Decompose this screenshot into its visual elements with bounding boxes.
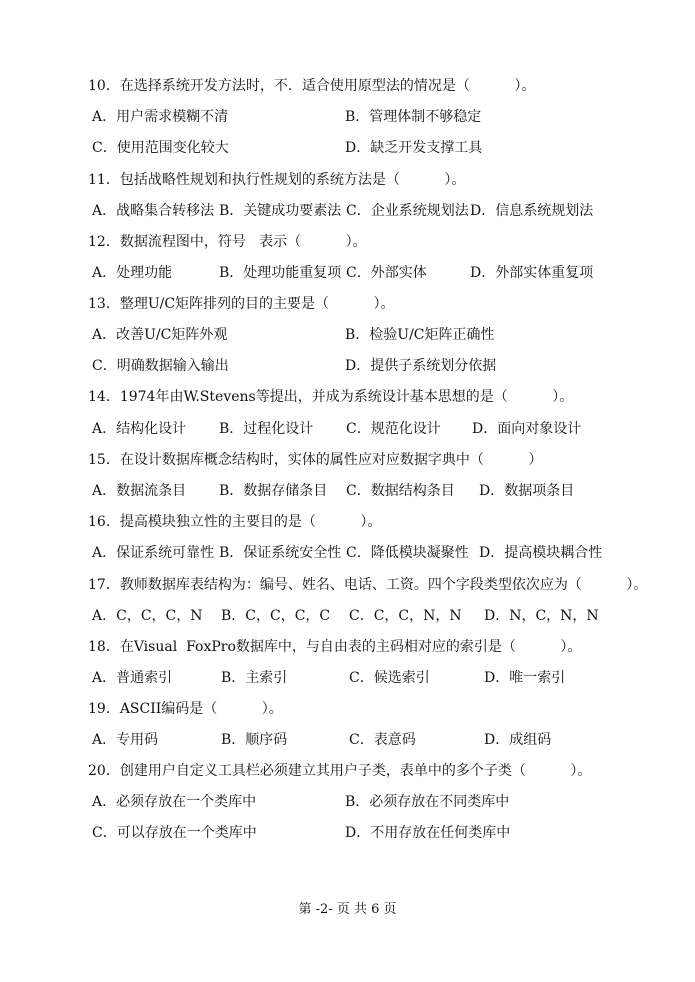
question-18-option-a: A．普通索引: [92, 670, 173, 686]
question-19-stem: 19．ASCII编码是（ ）。: [88, 701, 283, 717]
question-10-option-d: D．缺乏开发支撑工具: [345, 140, 483, 156]
question-16-option-d: D．提高模块耦合性: [479, 545, 603, 561]
question-18-option-d: D．唯一索引: [484, 670, 566, 686]
question-20-option-c: C．可以存放在一个类库中: [92, 825, 257, 841]
question-16-stem: 16．提高模块独立性的主要目的是（ ）。: [88, 514, 382, 530]
question-13-option-a: A．改善U/C矩阵外观: [92, 327, 228, 343]
question-11-option-d: D．信息系统规划法: [470, 203, 594, 219]
question-12-option-d: D．外部实体重复项: [470, 265, 594, 281]
question-12-option-a: A．处理功能: [92, 265, 173, 281]
question-10-stem: 10．在选择系统开发方法时，不．适合使用原型法的情况是（ ）。: [88, 78, 536, 94]
question-15-stem: 15．在设计数据库概念结构时，实体的属性应对应数据字典中（ ）: [88, 452, 543, 468]
question-16-option-a: A．保证系统可靠性: [92, 545, 215, 561]
question-17-option-b: B．C，C，C，C: [221, 608, 331, 624]
question-14-option-d: D．面向对象设计: [472, 421, 582, 437]
question-13-option-d: D．提供子系统划分依据: [345, 358, 497, 374]
question-12-stem: 12．数据流程图中，符号 表示（ ）。: [88, 234, 367, 250]
question-18-option-b: B．主索引: [221, 670, 288, 686]
question-17-option-d: D．N，C，N，N: [484, 608, 599, 624]
question-14-stem: 14．1974年由W.Stevens等提出，并成为系统设计基本思想的是（ ）。: [88, 389, 574, 405]
question-10-option-c: C．使用范围变化较大: [92, 140, 229, 156]
question-20-option-a: A．必须存放在一个类库中: [92, 794, 257, 810]
question-20-option-b: B．必须存放在不同类库中: [345, 794, 510, 810]
question-20-option-d: D．不用存放在任何类库中: [345, 825, 511, 841]
question-11-option-b: B．关键成功要素法: [219, 203, 342, 219]
question-17-option-c: C．C，C，N，N: [349, 608, 462, 624]
question-14-option-b: B．过程化设计: [219, 421, 314, 437]
question-13-option-c: C．明确数据输入输出: [92, 358, 229, 374]
question-11-option-a: A．战略集合转移法: [92, 203, 215, 219]
question-11-option-c: C．企业系统规划法: [346, 203, 469, 219]
question-15-option-d: D．数据项条目: [479, 483, 575, 499]
question-17-option-a: A．C，C，C，N: [92, 608, 203, 624]
question-10-option-b: B．管理体制不够稳定: [345, 109, 482, 125]
question-15-option-c: C．数据结构条目: [346, 483, 455, 499]
question-13-stem: 13．整理U/C矩阵排列的目的主要是（ ）。: [88, 296, 395, 312]
question-14-option-a: A．结构化设计: [92, 421, 187, 437]
question-17-stem: 17．教师数据库表结构为：编号、姓名、电话、工资。四个字段类型依次应为（ ）。: [88, 577, 648, 593]
question-18-stem: 18．在Visual FoxPro数据库中，与自由表的主码相对应的索引是（ ）。: [88, 639, 582, 655]
question-16-option-b: B．保证系统安全性: [219, 545, 342, 561]
question-12-option-b: B．处理功能重复项: [219, 265, 342, 281]
question-19-option-c: C．表意码: [349, 732, 416, 748]
question-13-option-b: B．检验U/C矩阵正确性: [345, 327, 495, 343]
question-18-option-c: C．候选索引: [349, 670, 430, 686]
question-10-option-a: A．用户需求模糊不清: [92, 109, 229, 125]
question-19-option-b: B．顺序码: [221, 732, 288, 748]
question-15-option-a: A．数据流条目: [92, 483, 187, 499]
question-15-option-b: B．数据存储条目: [219, 483, 328, 499]
question-20-stem: 20．创建用户自定义工具栏必须建立其用户子类，表单中的多个子类（ ）。: [88, 763, 592, 779]
question-11-stem: 11．包括战略性规划和执行性规划的系统方法是（ ）。: [88, 172, 466, 188]
question-14-option-c: C．规范化设计: [346, 421, 441, 437]
question-12-option-c: C．外部实体: [346, 265, 427, 281]
page-footer: 第 -2- 页 共 6 页: [298, 902, 397, 917]
question-19-option-d: D．成组码: [484, 732, 552, 748]
question-19-option-a: A．专用码: [92, 732, 159, 748]
question-16-option-c: C．降低模块凝聚性: [346, 545, 469, 561]
